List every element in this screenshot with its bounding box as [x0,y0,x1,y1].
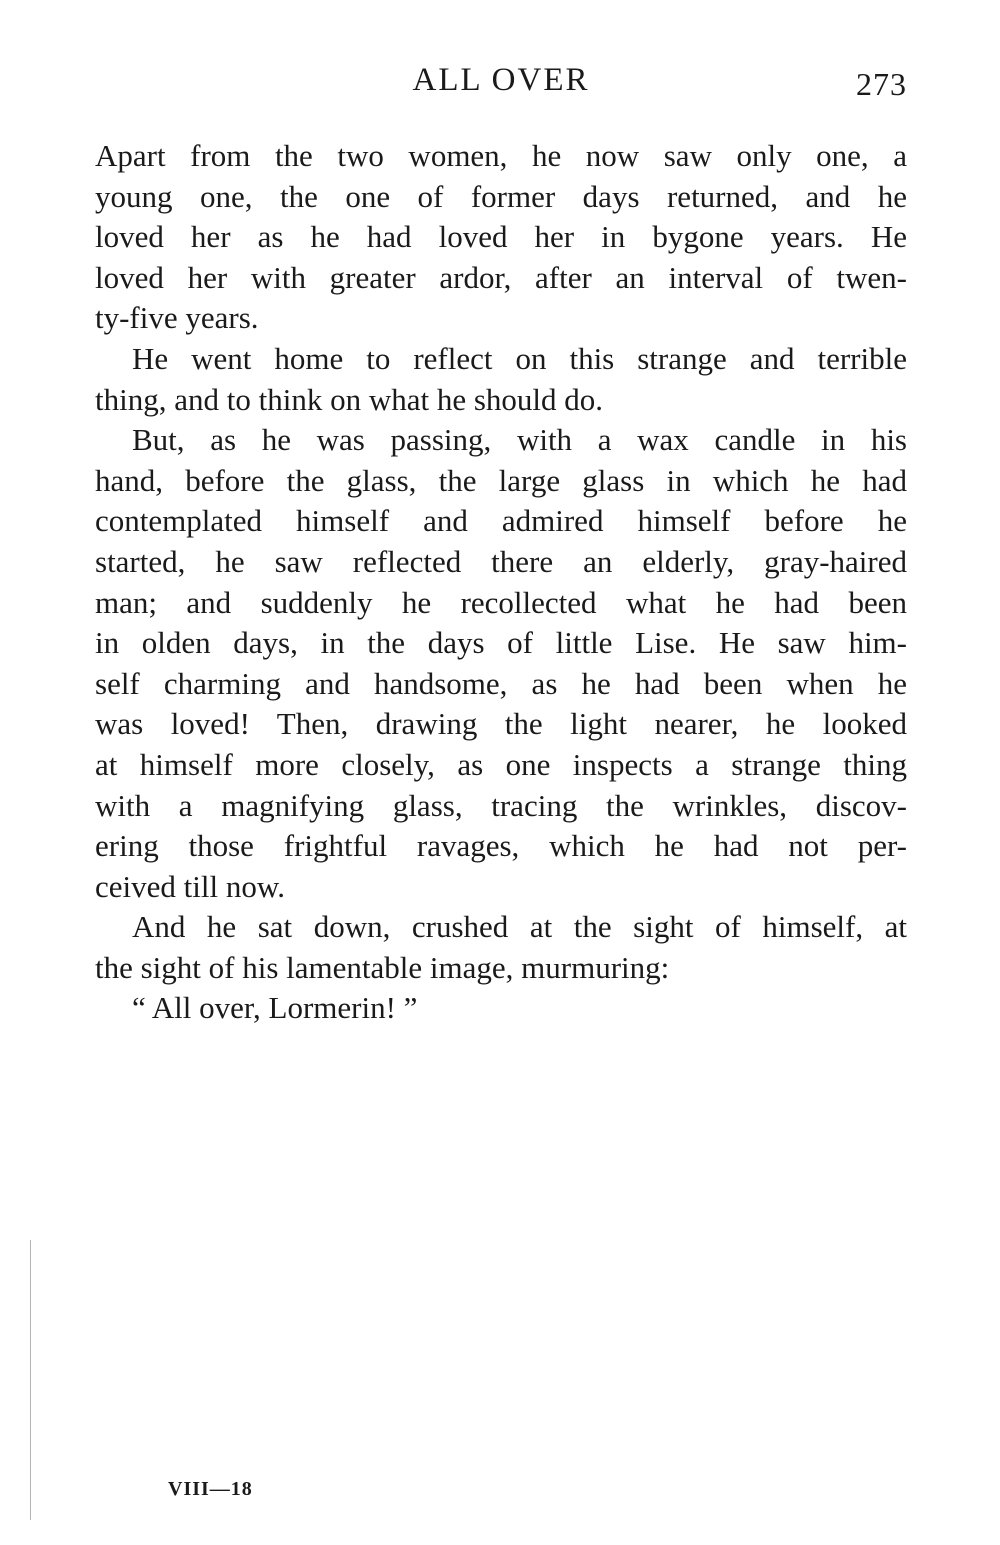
text-line: started, he saw reflected there an elderly, gray-haired [95,543,907,579]
text-line: But, as he was passing, with a wax candle in his [132,422,907,458]
text-line: contemplated himself and admired himself before he [95,503,907,539]
text-line: loved her as he had loved her in bygone years. He [95,219,907,255]
text-line: hand, before the glass, the large glass in which he had [95,462,907,498]
text-line: at himself more closely, as one inspects a strange thing [95,746,907,782]
binding-edge-mark [30,1240,31,1520]
text-line: young one, the one of former days returned, and he [95,178,907,214]
page-number: 273 [856,66,907,102]
text-line: He went home to reflect on this strange and terrible [132,340,907,376]
text-line: thing, and to think on what he should do. [95,381,604,417]
text-line: with a magnifying glass, tracing the wrinkles, discov- [95,787,907,823]
body-text [95,136,907,1029]
paragraph-2 [95,339,907,420]
running-head [95,62,907,112]
text-line: ceived till now. [95,868,285,904]
paragraph-1 [95,136,907,339]
text-line: in olden days, in the days of little Lise. He saw him- [95,625,907,661]
text-line: self charming and handsome, as he had been when he [95,665,907,701]
paragraph-4 [95,907,907,988]
paragraph-5 [95,988,907,1029]
paragraph-3 [95,420,907,907]
text-line: “ All over, Lormerin! ” [132,990,418,1026]
text-line: man; and suddenly he recollected what he had been [95,584,907,620]
running-title: ALL OVER [412,62,590,98]
text-line: loved her with greater ardor, after an interval of twen- [95,259,907,295]
signature-mark: VIII—18 [168,1478,253,1500]
text-line: was loved! Then, drawing the light nearer, he looked [95,706,907,742]
text-line: Apart from the two women, he now saw only one, a [95,138,907,173]
text-line: the sight of his lamentable image, murmuring: [95,949,670,985]
text-line: And he sat down, crushed at the sight of himself, at [132,909,907,945]
text-line: ering those frightful ravages, which he had not per- [95,828,907,864]
text-line: ty-five years. [95,300,259,336]
